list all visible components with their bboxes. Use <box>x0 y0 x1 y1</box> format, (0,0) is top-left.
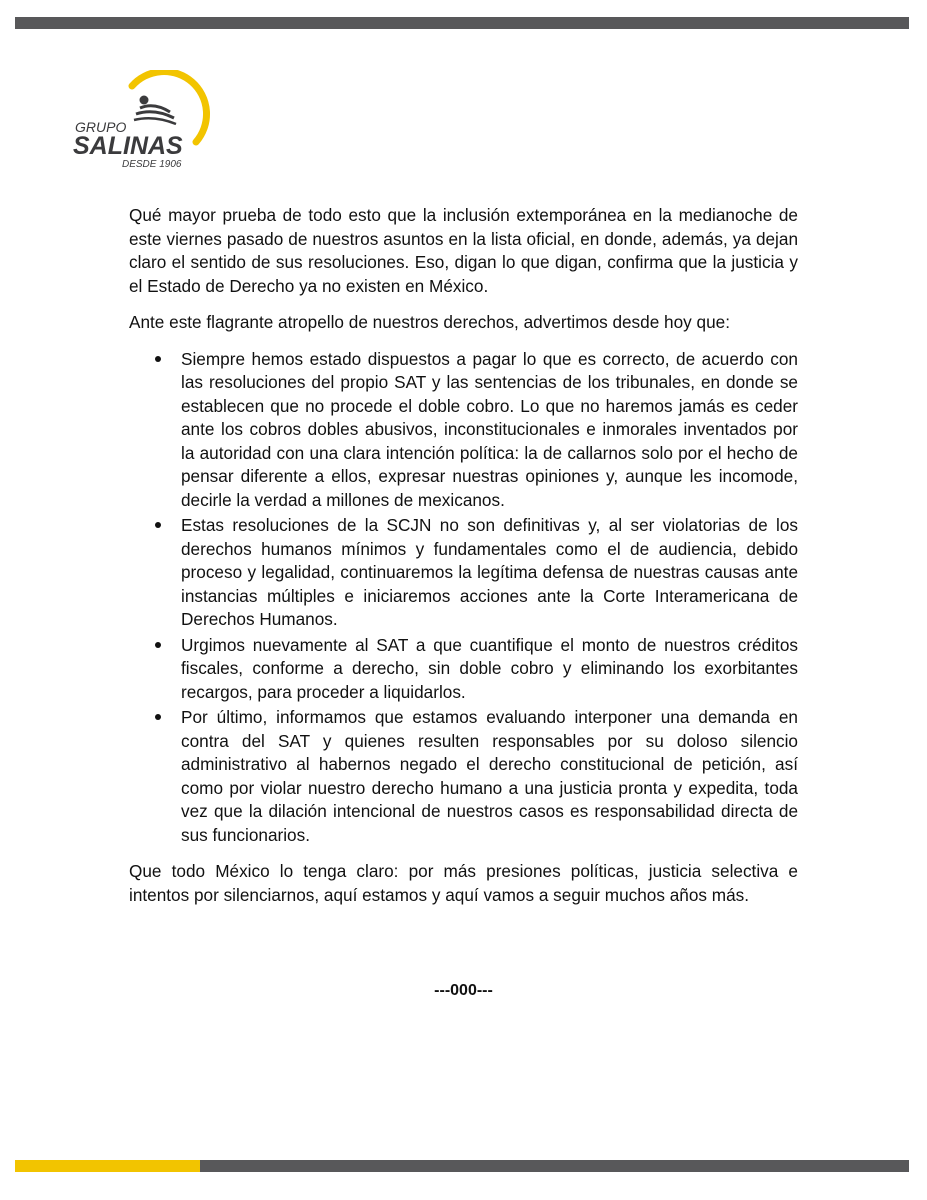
grupo-salinas-logo <box>70 70 220 170</box>
bottom-yellow-bar <box>15 1160 200 1172</box>
bullet-icon <box>155 522 161 528</box>
svg-text:SALINAS: SALINAS <box>73 132 183 160</box>
paragraph-conclusion: Que todo México lo tenga claro: por más presiones políticas, justicia selectiva e intentos por silenciarnos, aquí estamos y aquí vamos a seguir muchos años más. <box>129 861 798 905</box>
bullet-list <box>129 348 798 848</box>
list-item: Siempre hemos estado dispuestos a pagar lo que es correcto, de acuerdo con las resoluciones del propio SAT y las sentencias de los tribunales, en donde se establecen que no procede el doble cobro. Lo que no haremos jamás es ceder ante los cobros dobles abusivos, inconstitucionales e inmorales inventados por la autoridad con una clara intención política: la de callarnos solo por el hecho de pensar diferente a ellos, expresar nuestras opiniones y, aunque les incomode, decirle la verdad a millones de mexicanos. <box>181 348 798 513</box>
list-item: Urgimos nuevamente al SAT a que cuantifique el monto de nuestros créditos fiscales, conforme a derecho, sin doble cobro y eliminando los exorbitantes recargos, para proceder a liquidarlos. <box>181 634 798 705</box>
press-release-body <box>129 204 798 920</box>
bullet-icon <box>155 642 161 648</box>
paragraph-warning: Ante este flagrante atropello de nuestros derechos, advertimos desde hoy que: <box>129 312 730 332</box>
list-item: Por último, informamos que estamos evaluando interponer una demanda en contra del SAT y quienes resulten responsables por su doloso silencio administrativo al habernos negado el derecho constitucional de petición, así como por violar nuestro derecho humano a una justicia pronta y expedita, toda vez que la dilación intencional de nuestros casos es responsabilidad directa de sus funcionarios. <box>181 706 798 847</box>
bullet-icon <box>155 714 161 720</box>
closing-mark: ---000--- <box>434 982 493 999</box>
bottom-gray-bar <box>200 1160 909 1172</box>
list-item: Estas resoluciones de la SCJN no son definitivas y, al ser violatorias de los derechos humanos mínimos y fundamentales como el de audiencia, debido proceso y legalidad, continuaremos la legítima defensa de nuestras causas ante instancias múltiples e iniciaremos acciones ante la Corte Interamericana de Derechos Humanos. <box>181 514 798 632</box>
svg-text:DESDE 1906: DESDE 1906 <box>122 159 182 170</box>
bullet-icon <box>155 356 161 362</box>
svg-text:GRUPO: GRUPO <box>75 119 127 135</box>
paragraph-intro: Qué mayor prueba de todo esto que la inclusión extemporánea en la medianoche de este viernes pasado de nuestros asuntos en la lista oficial, en donde, además, ya dejan claro el sentido de sus resoluciones. Eso, digan lo que digan, confirma que la justicia y el Estado de Derecho ya no existen en México. <box>129 205 798 296</box>
top-gray-bar <box>15 17 909 29</box>
